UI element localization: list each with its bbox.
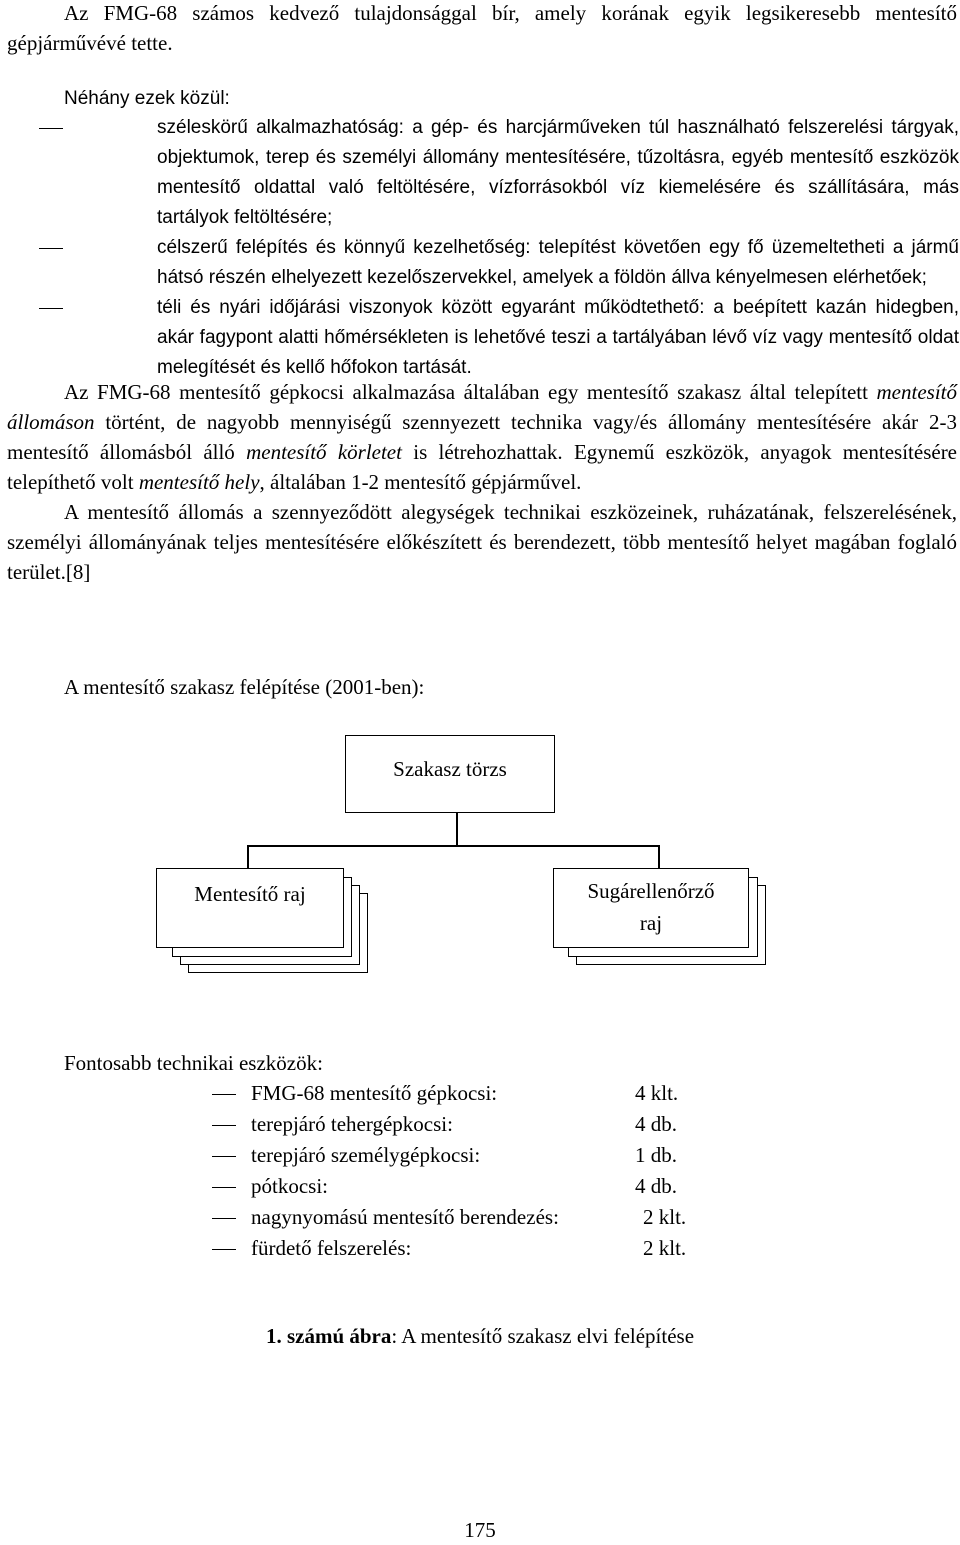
equipment-name: terepjáró személygépkocsi: <box>251 1143 481 1167</box>
section-title: A mentesítő szakasz felépítése (2001-ben): <box>64 675 425 699</box>
org-left-box <box>156 868 344 948</box>
connector-right <box>658 845 660 869</box>
list-item-text: téli és nyári időjárási viszonyok között egyaránt működtethető: a beépített kazán hidegben, akár fagypont alatti hőmérsékleten is lehetővé teszi a tartályában lévő víz vagy mentesítő oldat melegítését és kellő hőfokon tartását. <box>157 297 959 378</box>
text-run: is létrehozhattak. Egynemű eszközök, anyagok mentesítésére telepíthető volt <box>7 440 958 494</box>
dash-icon <box>39 128 63 129</box>
list-item <box>157 233 959 293</box>
dash-icon <box>212 1218 236 1219</box>
equipment-count: 4 db. <box>635 1112 677 1136</box>
dash-icon <box>212 1187 236 1188</box>
intro-text: Az FMG-68 számos kedvező tulajdonsággal bír, amely korának egyik legsikeresebb mentesítő gépjárművévé tette. <box>7 1 957 55</box>
connector-left <box>247 845 249 869</box>
paragraph-deployment <box>7 377 957 497</box>
equipment-name: nagynyomású mentesítő berendezés: <box>251 1205 559 1229</box>
dash-icon <box>212 1156 236 1157</box>
feature-list <box>157 113 959 383</box>
equipment-count: 4 db. <box>635 1174 677 1198</box>
bullets-lead: Néhány ezek közül: <box>64 88 230 109</box>
list-item-text: célszerű felépítés és könnyű kezelhetőség: telepítést követően egy fő üzemeltetheti a jármű hátsó részén elhelyezett kezelőszervekkel, amelyek a földön állva kényelmesen elérhetőek; <box>157 237 959 288</box>
intro-paragraph <box>7 0 957 58</box>
caption-label: 1. számú ábra <box>265 1324 392 1348</box>
caption-text: : A mentesítő szakasz elvi felépítése <box>391 1324 695 1348</box>
equipment-name: pótkocsi: <box>251 1174 328 1198</box>
equipment-count: 4 klt. <box>635 1081 679 1105</box>
org-right-label: Sugárellenőrző <box>587 879 715 903</box>
equipment-count: 1 db. <box>635 1143 677 1167</box>
list-item <box>157 113 959 233</box>
connector-horizontal <box>247 845 659 847</box>
dash-icon <box>212 1249 236 1250</box>
equipment-count: 2 klt. <box>643 1205 687 1229</box>
equipment-name: FMG-68 mentesítő gépkocsi: <box>251 1081 498 1105</box>
org-root-box <box>345 735 555 813</box>
text-run: történt, de nagyobb mennyiségű szennyezett technika vagy/és állomány mentesítésére akár 2-3 mentesítő állomásból álló <box>7 410 957 464</box>
org-root-label: Szakasz törzs <box>393 757 507 781</box>
dash-icon <box>39 248 63 249</box>
org-right-label: raj <box>639 911 663 935</box>
dash-icon <box>39 308 63 309</box>
page-number: 175 <box>464 1518 496 1542</box>
equipment-name: fürdető felszerelés: <box>251 1236 412 1260</box>
list-item <box>157 293 959 383</box>
figure-caption <box>7 1321 953 1351</box>
term-italic: mentesítő állomáson <box>7 380 957 434</box>
equipment-name: terepjáró tehergépkocsi: <box>251 1112 453 1136</box>
body-paragraphs <box>7 377 957 587</box>
term-italic: mentesítő körletet <box>246 440 402 464</box>
paragraph-station: A mentesítő állomás a szennyeződött alegységek technikai eszközeinek, ruházatának, felszerelésének, személyi állományának teljes mentesítésére előkészített és berendezett, több mentesítő helyet magában foglaló terület.[8] <box>7 500 957 584</box>
org-left-label: Mentesítő raj <box>194 882 306 906</box>
org-right-box <box>553 868 749 948</box>
equipment-title: Fontosabb technikai eszközök: <box>64 1051 323 1075</box>
dash-icon <box>212 1094 236 1095</box>
connector-vertical <box>456 812 458 845</box>
term-italic: mentesítő hely <box>138 470 260 494</box>
text-run: , általában 1-2 mentesítő gépjárművel. <box>259 470 582 494</box>
equipment-count: 2 klt. <box>643 1236 687 1260</box>
list-item-text: széleskörű alkalmazhatóság: a gép- és harcjárműveken túl használható felszerelési tárgyak, objektumok, terep és személyi állomány mentesítésére, tűzoltásra, egyéb mentesítő eszközök mentesítő oldattal való feltöltésére, vízforrásokból víz kiemelésére és szállítására, más tartályok feltöltésére; <box>157 117 959 228</box>
dash-icon <box>212 1125 236 1126</box>
text-run: Az FMG-68 mentesítő gépkocsi alkalmazása általában egy mentesítő szakasz által telepített <box>64 380 877 404</box>
